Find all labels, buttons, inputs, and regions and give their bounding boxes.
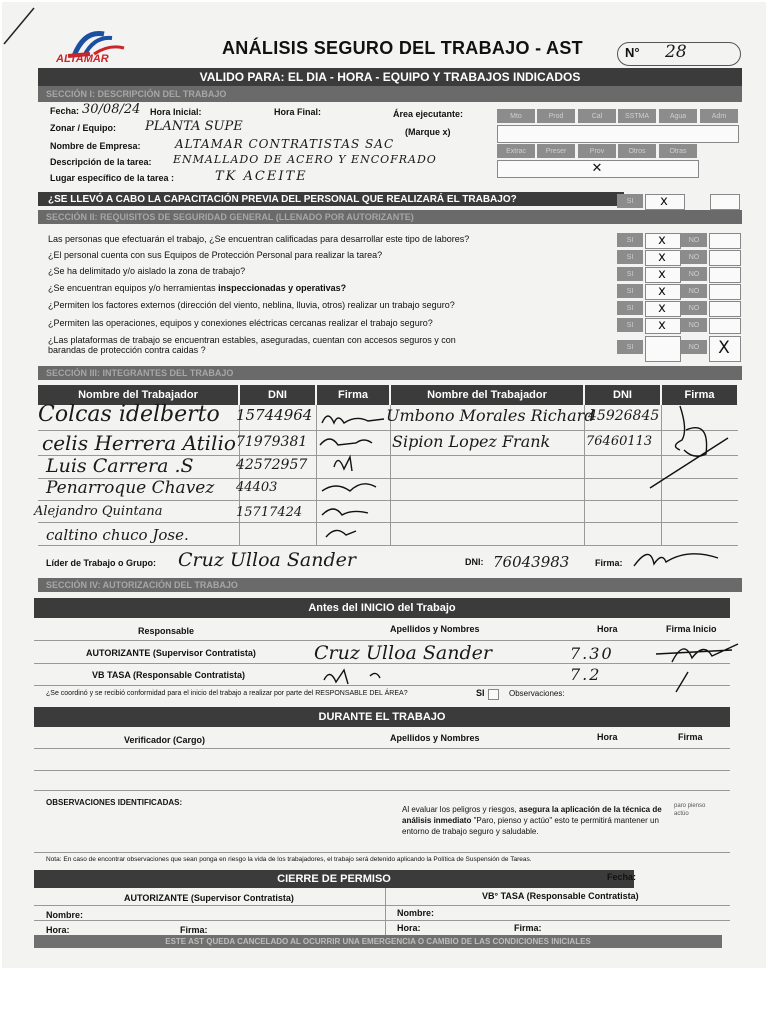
lider-label: Líder de Trabajo o Grupo: xyxy=(46,558,157,568)
row-divider xyxy=(34,790,730,791)
no-label: NO xyxy=(681,233,707,247)
vb-firma-mark xyxy=(670,668,700,696)
no-label: NO xyxy=(681,301,707,315)
capacitacion-checkmark: x xyxy=(660,193,668,209)
fecha-label: Fecha: xyxy=(50,106,80,116)
question-text: Las personas que efectuarán el trabajo, ¿Se encuentran calificadas para desarrollar este tipo de labores? xyxy=(48,234,470,244)
question-text: ¿El personal cuenta con sus Equipos de Protección Personal para realizar la tarea? xyxy=(48,250,383,260)
lider-value: Cruz Ulloa Sander xyxy=(178,549,356,571)
col-apellidos2: Apellidos y Nombres xyxy=(390,733,480,743)
coordino-si: SI xyxy=(476,688,485,698)
coordino-checkbox[interactable] xyxy=(488,689,499,700)
section2-header: SECCIÓN II: REQUISITOS DE SEGURIDAD GENERAL (LLENADO POR AUTORIZANTE) xyxy=(38,210,742,224)
worker-dni: 15717424 xyxy=(236,505,303,520)
row-divider xyxy=(34,920,730,921)
vb-signature xyxy=(320,662,410,690)
row-divider xyxy=(34,748,730,749)
no-box[interactable] xyxy=(709,318,741,334)
worker-dni: 42572957 xyxy=(236,457,308,473)
worker-signatures xyxy=(316,405,390,545)
vb-hora: 7.2 xyxy=(570,665,602,684)
row-divider xyxy=(34,770,730,771)
si-label: SI xyxy=(617,194,643,208)
lider-signature xyxy=(628,540,728,576)
vb-label: VB TASA (Responsable Contratista) xyxy=(92,670,246,680)
section3-header: SECCIÓN III: INTEGRANTES DEL TRABAJO xyxy=(38,366,742,380)
col-dni-right: DNI xyxy=(585,385,660,405)
dni-value: 76043983 xyxy=(493,553,570,571)
area-chip[interactable]: Extrac xyxy=(497,144,535,158)
col-firma-left: Firma xyxy=(317,385,389,405)
col-responsable: Responsable xyxy=(138,626,195,636)
section1-header: SECCIÓN I: DESCRIPCIÓN DEL TRABAJO xyxy=(38,86,742,102)
question-text: ¿Permiten las operaciones, equipos y conexiones eléctricas cercanas realizar el trabajo seguro? xyxy=(48,318,433,328)
cierre-fecha: Fecha: xyxy=(607,872,637,882)
si-checkmark: x xyxy=(658,266,666,282)
si-label: SI xyxy=(617,267,643,281)
si-label: SI xyxy=(617,284,643,298)
worker-name: Penarroque Chavez xyxy=(46,478,215,498)
capacitacion-question: ¿SE LLEVÓ A CABO LA CAPACITACIÓN PREVIA DEL PERSONAL QUE REALIZARÁ EL TRABAJO? xyxy=(38,192,624,206)
worker-dni: 45926845 xyxy=(588,408,660,424)
no-label: NO xyxy=(681,267,707,281)
firma-label: Firma: xyxy=(595,558,623,568)
cierre-nombre-left: Nombre: xyxy=(46,910,84,920)
lugar-value: TK ACEITE xyxy=(215,169,308,184)
question-text: barandas de protección contra caidas ? xyxy=(48,345,206,355)
cierre-nombre-right: Nombre: xyxy=(397,908,435,918)
worker-name: Luis Carrera .S xyxy=(46,455,194,477)
area-chip[interactable]: Preser xyxy=(537,144,575,158)
no-checkmark: X xyxy=(718,338,730,358)
worker-name: Sipion Lopez Frank xyxy=(392,432,551,451)
obs-text-part: "Paro, pienso y actúo" esto te permitirá mantener un entorno de trabajo seguro y saludable. xyxy=(402,816,659,836)
question-text: ¿Se ha delimitado y/o aislado la zona de trabajo? xyxy=(48,266,246,276)
si-label: SI xyxy=(617,340,643,354)
area-chip[interactable]: Prov xyxy=(578,144,616,158)
area-ejecutante-label: Área ejecutante: xyxy=(393,109,464,119)
col-divider xyxy=(385,888,386,938)
worker-dni: 76460113 xyxy=(586,434,653,449)
hora-final-label: Hora Final: xyxy=(274,107,322,117)
lugar-label: Lugar específico de la tarea : xyxy=(50,173,175,183)
durante-banner: DURANTE EL TRABAJO xyxy=(34,707,730,727)
worker-dni: 71979381 xyxy=(236,434,308,450)
si-checkmark: x xyxy=(658,300,666,316)
section4-header: SECCIÓN IV: AUTORIZACIÓN DEL TRABAJO xyxy=(38,578,742,592)
descripcion-value: ENMALLADO DE ACERO Y ENCOFRADO xyxy=(173,153,437,166)
col-apellidos: Apellidos y Nombres xyxy=(390,624,480,634)
page-margin xyxy=(0,968,768,1024)
area-chip[interactable]: SSTMA xyxy=(618,109,656,123)
no-label: NO xyxy=(681,318,707,332)
worker-name: celis Herrera Atilio xyxy=(42,431,236,455)
si-checkmark: x xyxy=(658,249,666,265)
area-chip[interactable]: Cal xyxy=(578,109,616,123)
empresa-label: Nombre de Empresa: xyxy=(50,141,141,151)
si-checkmark: x xyxy=(658,232,666,248)
dni-label: DNI: xyxy=(465,557,484,567)
capacitacion-no-box[interactable] xyxy=(710,194,740,210)
autorizante-nombre: Cruz Ulloa Sander xyxy=(314,642,492,664)
descripcion-label: Descripción de la tarea: xyxy=(50,157,152,167)
marque-label: (Marque x) xyxy=(405,127,451,137)
no-label: NO xyxy=(681,340,707,354)
paro-pienso-actuo-icon: paro pienso actúo xyxy=(674,803,706,817)
number-label: N° xyxy=(625,45,640,60)
worker-name: caltino chuco Jose. xyxy=(46,526,189,544)
form-title: ANÁLISIS SEGURO DEL TRABAJO - AST xyxy=(222,38,583,58)
col-divider xyxy=(390,405,391,545)
col-firma-inicio: Firma Inicio xyxy=(666,624,717,634)
row-divider xyxy=(34,905,730,906)
altamar-logo xyxy=(54,28,134,66)
row-divider xyxy=(34,640,730,641)
worker-name: Alejandro Quintana xyxy=(34,504,163,519)
autorizante-hora: 7.30 xyxy=(570,644,614,663)
question-text-part: ¿Se encuentran equipos y/o herramientas xyxy=(48,283,219,293)
coordino-question: ¿Se coordinó y se recibió conformidad para el inicio del trabajo a realizar por parte del RESPONSABLE DEL ÁREA? xyxy=(46,690,408,697)
area-chip[interactable]: Adm xyxy=(700,109,738,123)
si-label: SI xyxy=(617,318,643,332)
fecha-value: 30/08/24 xyxy=(82,102,141,117)
pen-stroke xyxy=(0,0,40,50)
col-hora2: Hora xyxy=(597,732,618,742)
cierre-banner: CIERRE DE PERMISO xyxy=(34,870,634,888)
empresa-value: ALTAMAR CONTRATISTAS SAC xyxy=(175,137,395,151)
no-box[interactable] xyxy=(709,250,741,266)
area-chip[interactable]: Mto xyxy=(497,109,535,123)
question-text: ¿Permiten los factores externos (dirección del viento, neblina, lluvia, otros) realizar un trabajo seguro? xyxy=(48,300,455,310)
col-divider xyxy=(239,405,240,545)
col-hora: Hora xyxy=(597,624,618,634)
area-checkbox-row[interactable] xyxy=(497,125,739,143)
observaciones-label: Observaciones: xyxy=(509,689,565,698)
no-box[interactable] xyxy=(709,284,741,300)
question-text-bold: inspeccionadas y operativas? xyxy=(218,283,347,293)
zona-value: PLANTA SUPE xyxy=(145,119,243,134)
col-firma2: Firma xyxy=(678,732,703,742)
area-chip[interactable]: Prod xyxy=(537,109,575,123)
worker-dni: 15744964 xyxy=(236,406,313,424)
si-label: SI xyxy=(617,301,643,315)
observaciones-identificadas-label: OBSERVACIONES IDENTIFICADAS: xyxy=(46,798,183,807)
cierre-hora-left: Hora: xyxy=(46,925,70,935)
area-chip[interactable]: Otros xyxy=(618,144,656,158)
si-label: SI xyxy=(617,250,643,264)
paro-pienso-actuo-text xyxy=(402,804,664,837)
area-chip[interactable]: Agua xyxy=(659,109,697,123)
no-box[interactable] xyxy=(709,301,741,317)
question-text: ¿Las plataformas de trabajo se encuentran estables, aseguradas, cuentan con accesos seguros y con xyxy=(48,335,456,345)
worker-name: Umbono Morales Richard xyxy=(386,406,595,425)
col-verificador: Verificador (Cargo) xyxy=(124,735,206,745)
si-checkmark: x xyxy=(658,317,666,333)
obs-text-part: Al evaluar los peligros y riesgos, xyxy=(402,805,519,814)
autorizante-label: AUTORIZANTE (Supervisor Contratista) xyxy=(86,648,256,658)
zona-label: Zonar / Equipo: xyxy=(50,123,116,133)
number-value: 28 xyxy=(665,42,687,62)
area-chip[interactable]: Otras xyxy=(659,144,697,158)
autorizante-signature xyxy=(652,636,742,666)
obs-text-bold: asegura la aplicación de la técnica de análisis inmediato xyxy=(402,805,662,825)
col-firma-right: Firma xyxy=(662,385,737,405)
cierre-vb: VB° TASA (Responsable Contratista) xyxy=(482,891,639,901)
prov-checkmark: ✕ xyxy=(591,160,603,176)
col-nombre-right: Nombre del Trabajador xyxy=(391,385,583,405)
cierre-firma-left: Firma: xyxy=(180,925,208,935)
nota-text: Nota: En caso de encontrar observaciones que sean ponga en riesgo la vida de los trabajadores, el trabajo será detenido aplicando la Política de Suspensión de Tareas. xyxy=(46,856,532,863)
antes-banner: Antes del INICIO del Trabajo xyxy=(34,598,730,618)
no-box[interactable] xyxy=(709,233,741,249)
no-label: NO xyxy=(681,250,707,264)
si-checkmark: x xyxy=(658,283,666,299)
col-divider xyxy=(584,405,585,545)
no-label: NO xyxy=(681,284,707,298)
col-nombre-left: Nombre del Trabajador xyxy=(38,385,238,405)
si-box[interactable] xyxy=(645,336,681,362)
col-dni-left: DNI xyxy=(240,385,315,405)
hora-inicial-label: Hora Inicial: xyxy=(150,107,202,117)
no-box[interactable] xyxy=(709,267,741,283)
cierre-hora-right: Hora: xyxy=(397,923,421,933)
valid-for-banner: VALIDO PARA: EL DIA - HORA - EQUIPO Y TRABAJOS INDICADOS xyxy=(38,68,742,86)
worker-dni: 44403 xyxy=(236,480,278,495)
si-label: SI xyxy=(617,233,643,247)
row-divider xyxy=(34,852,730,853)
question-text xyxy=(48,283,346,293)
cierre-autorizante: AUTORIZANTE (Supervisor Contratista) xyxy=(124,893,294,903)
worker-name: Colcas idelberto xyxy=(38,402,220,427)
logo-text: ALTAMAR xyxy=(56,53,109,65)
cierre-firma-right: Firma: xyxy=(514,923,542,933)
right-signatures xyxy=(640,400,740,495)
footer-banner: ESTE AST QUEDA CANCELADO AL OCURRIR UNA EMERGENCIA O CAMBIO DE LAS CONDICIONES INICIALES xyxy=(34,935,722,948)
